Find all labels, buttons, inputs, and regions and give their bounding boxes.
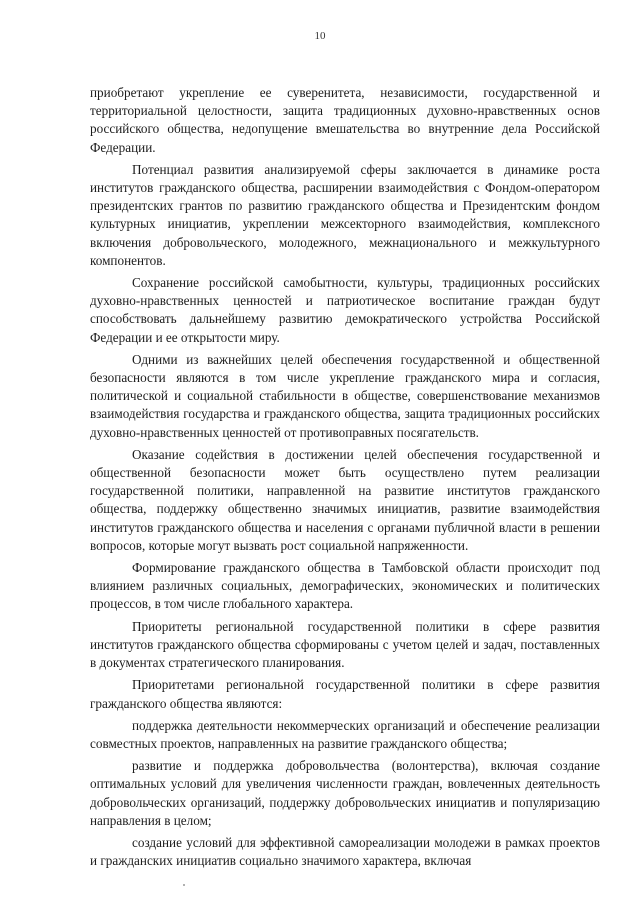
paragraph: Сохранение российской самобытности, культуры, традиционных российских духовно-нравственных ценностей и патриотическое воспитание граждан будут способствовать дальнейшему развитию демократического устройства Российской Федерации и ее открытости миру. — [90, 275, 600, 345]
paragraph: Приоритетами региональной государственной политики в сфере развития гражданского общества являются: — [90, 677, 600, 711]
document-body — [90, 84, 600, 870]
paragraph: Одними из важнейших целей обеспечения государственной и общественной безопасности являются в том числе укрепление гражданского мира и согласия, политической и социальной стабильности в обществе, совершенствование механизмов взаимодействия государства и гражданского общества, защита традиционных российских духовно-нравственных ценностей от противоправных посягательств. — [90, 351, 600, 440]
list-item: поддержка деятельности некоммерческих организаций и обеспечение реализации совместных проектов, направленных на развитие гражданского общества; — [90, 717, 600, 751]
paragraph: Потенциал развития анализируемой сферы заключается в динамике роста институтов гражданского общества, расширении взаимодействия с Фондом-оператором президентских грантов по развитию гражданского общества и Президентским фондом культурных инициатив, укреплении межсекторного взаимодействия, комплексного включения добровольческого, молодежного, межнационального и межкультурного компонентов. — [90, 161, 600, 268]
list-item: развитие и поддержка добровольчества (волонтерства), включая создание оптимальных условий для увеличения численности граждан, вовлеченных деятельность добровольческих организаций, поддержку добровольческих инициатив и популяризацию направления в целом; — [90, 758, 600, 828]
page-number: 10 — [314, 30, 326, 42]
list-item: создание условий для эффективной самореализации молодежи в рамках проектов и гражданских инициатив социально значимого характера, включая — [90, 834, 600, 869]
paragraph: Формирование гражданского общества в Тамбовской области происходит под влиянием различных социальных, демографических, экономических и политических процессов, в том числе глобального характера. — [90, 560, 600, 612]
paragraph: приобретают укрепление ее суверенитета, независимости, государственной и территориальной целостности, защита традиционных духовно-нравственных основ российского общества, недопущение вмешательства во внутренние дела Российской Федерации. — [90, 85, 600, 155]
paragraph: Оказание содействия в достижении целей обеспечения государственной и общественной безопасности может быть осуществлено путем реализации государственной политики, направленной на развитие институтов гражданского общества, поддержку общественно значимых инициатив, развитие взаимодействия институтов гражданского общества и населения с органами публичной власти в решении вопросов, которые могут вызвать рост социальной напряженности. — [90, 446, 600, 553]
paragraph: Приоритеты региональной государственной политики в сфере развития институтов гражданского общества сформированы с учетом целей и задач, поставленных в документах стратегического планирования. — [90, 618, 600, 671]
scan-artifact — [183, 884, 185, 886]
